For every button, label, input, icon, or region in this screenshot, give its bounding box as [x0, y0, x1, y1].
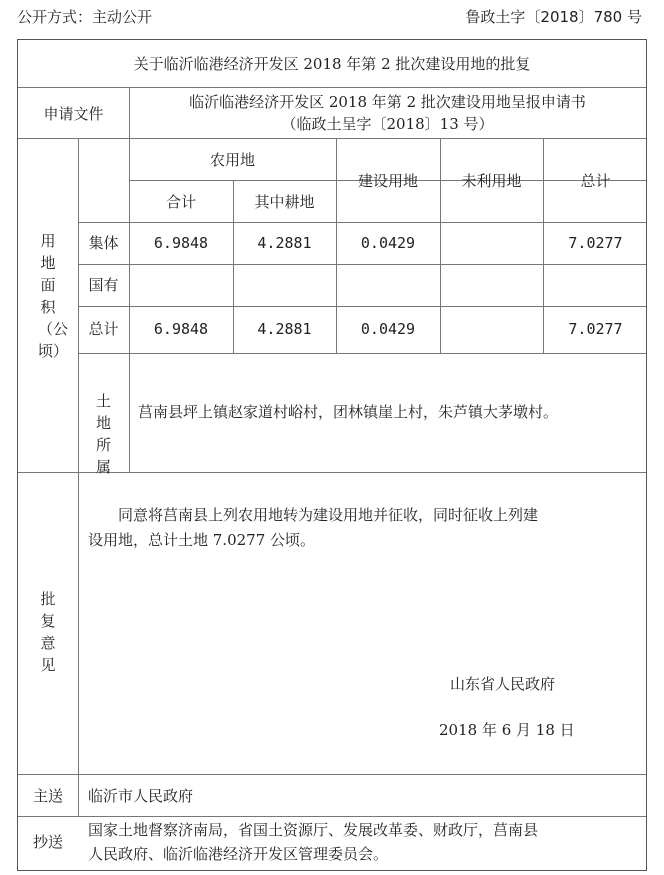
rule: [78, 222, 646, 223]
main-recipient-label: 主送: [32, 787, 63, 805]
rule: [78, 353, 646, 354]
rule: [18, 138, 646, 139]
approval-label: 批复意见: [40, 590, 56, 674]
cell-value: 4.2881: [257, 320, 312, 338]
cell-value: 7.0277: [568, 234, 623, 252]
disclosure-mode: 公开方式：主动公开: [17, 8, 153, 26]
col-farmland: 农用地: [209, 151, 255, 169]
rule: [78, 306, 646, 307]
col-cultivated: 其中耕地: [254, 193, 315, 211]
rule: [129, 138, 130, 472]
row-label-total: 总计: [88, 320, 119, 338]
approval-line-1: 同意将莒南县上列农用地转为建设用地并征收，同时征收上列建: [118, 506, 539, 524]
row-label-state: 国有: [88, 276, 119, 294]
application-line-1: 临沂临港经济开发区 2018 年第 2 批次建设用地呈报申请书: [189, 93, 586, 111]
signer: 山东省人民政府: [450, 675, 556, 693]
cc-label: 抄送: [32, 833, 63, 851]
rule: [18, 816, 646, 817]
application-line-2: （临政土呈字〔2018〕13 号）: [281, 115, 494, 133]
cc-line-1: 国家土地督察济南局，省国土资源厅、发展改革委、财政厅，莒南县: [88, 821, 539, 839]
approval-line-2: 设用地，总计土地 7.0277 公顷。: [88, 531, 316, 549]
approval-date: 2018 年 6 月 18 日: [439, 721, 575, 739]
cc-line-2: 人民政府、临沂临港经济开发区管理委员会。: [88, 845, 389, 863]
rule: [18, 774, 646, 775]
document-title: 关于临沂临港经济开发区 2018 年第 2 批次建设用地的批复: [133, 55, 531, 73]
cell-value: 0.0429: [360, 234, 416, 252]
row-label-collective: 集体: [88, 234, 119, 252]
col-unused: 未利用地: [461, 172, 522, 190]
application-label: 申请文件: [43, 105, 104, 123]
cell-value: 7.0277: [568, 320, 623, 338]
ownership-label: 土地所属: [95, 392, 111, 476]
cell-value: 0.0429: [360, 320, 416, 338]
col-total: 总计: [580, 172, 611, 190]
cell-value: 6.9848: [153, 320, 209, 338]
land-area-label: 用地面积（公顷）: [38, 232, 69, 360]
col-subtotal: 合计: [165, 193, 196, 211]
ownership-text: 莒南县坪上镇赵家道村峪村，团林镇崖上村，朱芦镇大茅墩村。: [138, 403, 559, 421]
rule: [78, 264, 646, 265]
col-construction: 建设用地: [357, 172, 418, 190]
rule: [18, 87, 646, 88]
main-recipient: 临沂市人民政府: [88, 787, 194, 805]
cell-value: 4.2881: [257, 234, 312, 252]
document-number: 鲁政土字〔2018〕780 号: [465, 8, 642, 26]
approval-form: [17, 39, 647, 871]
cell-value: 6.9848: [153, 234, 209, 252]
